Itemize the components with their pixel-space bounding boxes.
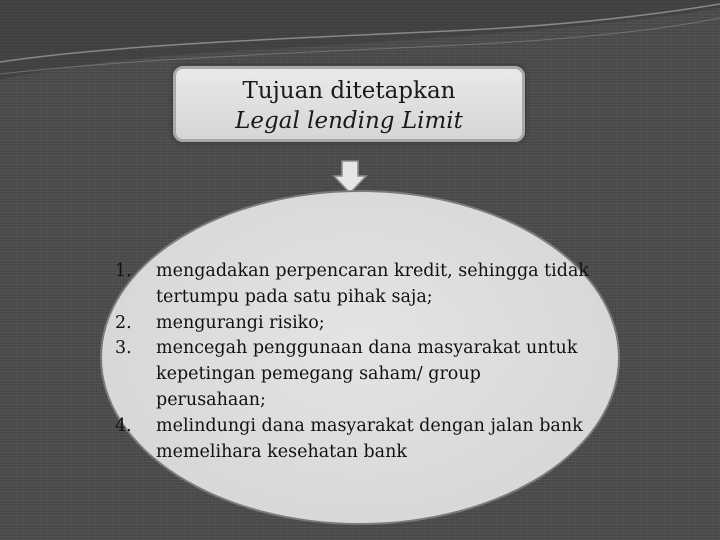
- item-text: mengadakan perpencaran kredit, sehingga tidak tertumpu pada satu pihak saja;: [156, 261, 590, 307]
- list-item: [115, 311, 595, 337]
- item-text: mencegah penggunaan dana masyarakat untuk kepetingan pemegang saham/ group perusahaan;: [156, 338, 578, 410]
- list-item: [115, 414, 595, 466]
- list-item: [115, 336, 595, 413]
- item-text: mengurangi risiko;: [156, 312, 325, 333]
- item-number: 4.: [115, 415, 132, 436]
- title-line-1: Tujuan ditetapkan: [242, 78, 456, 104]
- down-arrow-icon: [332, 160, 368, 194]
- list-item: [115, 259, 595, 311]
- item-number: 1.: [115, 261, 132, 281]
- item-text: melindungi dana masyarakat dengan jalan bank memelihara kesehatan bank: [156, 415, 583, 462]
- item-number: 2.: [115, 312, 132, 333]
- item-number: 3.: [115, 338, 132, 359]
- title-line-2: Legal lending Limit: [235, 108, 463, 134]
- title-box: [173, 66, 525, 142]
- purpose-list: [115, 259, 595, 465]
